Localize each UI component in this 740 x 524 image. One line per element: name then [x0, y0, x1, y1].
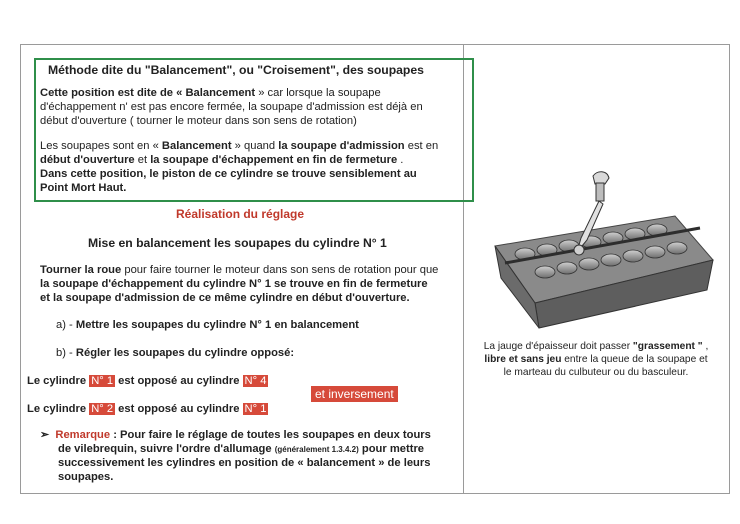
instruction-line2: la soupape d'échappement du cylindre N° 1 se trouve en fin de fermeture	[40, 278, 428, 290]
remarque-line1: ➢ Remarque : Pour faire le réglage de toutes les soupapes en deux tours	[40, 429, 431, 441]
para2-line2: début d'ouverture et la soupape d'échappement en fin de fermeture .	[40, 154, 404, 166]
cylinder-badge: N° 4	[244, 375, 267, 387]
engine-valve-illustration	[475, 168, 723, 333]
para1-line2: d'échappement n' est pas encore fermée, la soupape d'admission est déjà en	[40, 101, 423, 113]
para1-line1: Cette position est dite de « Balancement » car lorsque la soupape	[40, 87, 381, 99]
opposed-line-2: Le cylindre N° 2 est opposé au cylindre N° 1	[27, 403, 267, 415]
opposed-line-1: Le cylindre N° 1 est opposé au cylindre N° 4	[27, 375, 267, 387]
remarque-line4: soupapes.	[58, 471, 114, 483]
inversement-tag: et inversement	[311, 386, 398, 402]
para1-line3: début d'ouverture ( tourner le moteur dans son sens de rotation)	[40, 115, 357, 127]
para2-line4: Point Mort Haut.	[40, 182, 127, 194]
cylinder-badge: N° 1	[91, 375, 114, 387]
instruction-line3: et la soupape d'admission de ce même cylindre en début d'ouverture.	[40, 292, 410, 304]
remarque-line2: de vilebrequin, suivre l'ordre d'allumage (généralement 1.3.4.2) pour mettre	[58, 443, 425, 455]
instruction-line1: Tourner la roue pour faire tourner le moteur dans son sens de rotation pour que	[40, 264, 439, 276]
mise-title: Mise en balancement les soupapes du cylindre N° 1	[88, 236, 387, 250]
realisation-title: Réalisation du réglage	[176, 207, 305, 221]
method-title: Méthode dite du "Balancement", ou "Croisement", des soupapes	[48, 63, 424, 77]
cylinder-badge: N° 1	[244, 403, 267, 415]
step-a: a) - Mettre les soupapes du cylindre N° 1 en balancement	[56, 319, 359, 331]
gauge-caption: La jauge d'épaisseur doit passer "grassement " , libre et sans jeu entre la queue de la soupape et le marteau du culbuteur ou du basculeur.	[483, 341, 709, 378]
cylinder-badge: N° 2	[91, 403, 114, 415]
bullet-arrow-icon: ➢	[40, 429, 50, 441]
step-b: b) - Régler les soupapes du cylindre opposé:	[56, 347, 295, 359]
para2-line3: Dans cette position, le piston de ce cylindre se trouve sensiblement au	[40, 168, 417, 180]
remarque-line3: successivement les cylindres en position de « balancement » de leurs	[58, 457, 431, 469]
para2-line1: Les soupapes sont en « Balancement » quand la soupape d'admission est en	[40, 140, 439, 152]
